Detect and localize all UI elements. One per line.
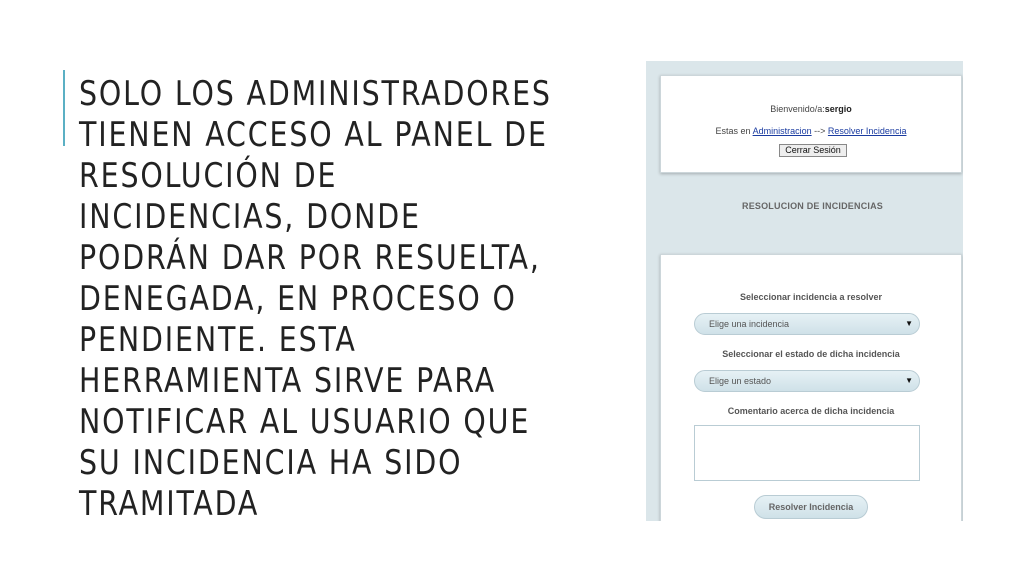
app-screenshot (646, 61, 963, 521)
breadcrumb-separator: --> (814, 126, 826, 136)
state-select-value: Elige un estado (709, 376, 772, 386)
breadcrumb (661, 126, 961, 136)
chevron-down-icon: ▼ (905, 319, 913, 328)
accent-bar (63, 70, 65, 146)
state-select[interactable] (694, 370, 920, 392)
section-title: RESOLUCION DE INCIDENCIAS (742, 201, 884, 211)
logout-button[interactable]: Cerrar Sesión (779, 144, 847, 157)
breadcrumb-link-administracion[interactable]: Administracion (752, 126, 812, 136)
incidence-label: Seleccionar incidencia a resolver (739, 292, 883, 302)
header-panel (660, 75, 962, 173)
welcome-prefix: Bienvenido/a: (770, 104, 825, 114)
username: sergio (824, 104, 852, 114)
breadcrumb-link-resolver[interactable]: Resolver Incidencia (827, 126, 907, 136)
comment-label: Comentario acerca de dicha incidencia (727, 406, 895, 416)
resolution-form (660, 254, 962, 521)
slide-body-text: SOLO LOS ADMINISTRADORES TIENEN ACCESO AL PANEL DE RESOLUCIÓN DE INCIDENCIAS, DONDE PODRÁN DAR POR RESUELTA, DENEGADA, EN PROCESO O PENDIENTE. ESTA HERRAMIENTA SIRVE PARA NOTIFICAR AL USUARIO QUE SU INCIDENCIA HA SIDO TRAMITADA (79, 74, 552, 524)
resolve-incidence-button[interactable]: Resolver Incidencia (754, 495, 868, 519)
comment-textarea[interactable] (694, 425, 920, 481)
breadcrumb-prefix: Estas en (715, 126, 751, 136)
welcome-message (661, 104, 961, 114)
incidence-select[interactable] (694, 313, 920, 335)
chevron-down-icon: ▼ (905, 376, 913, 385)
incidence-select-value: Elige una incidencia (709, 319, 790, 329)
state-label: Seleccionar el estado de dicha incidencia (722, 349, 900, 359)
